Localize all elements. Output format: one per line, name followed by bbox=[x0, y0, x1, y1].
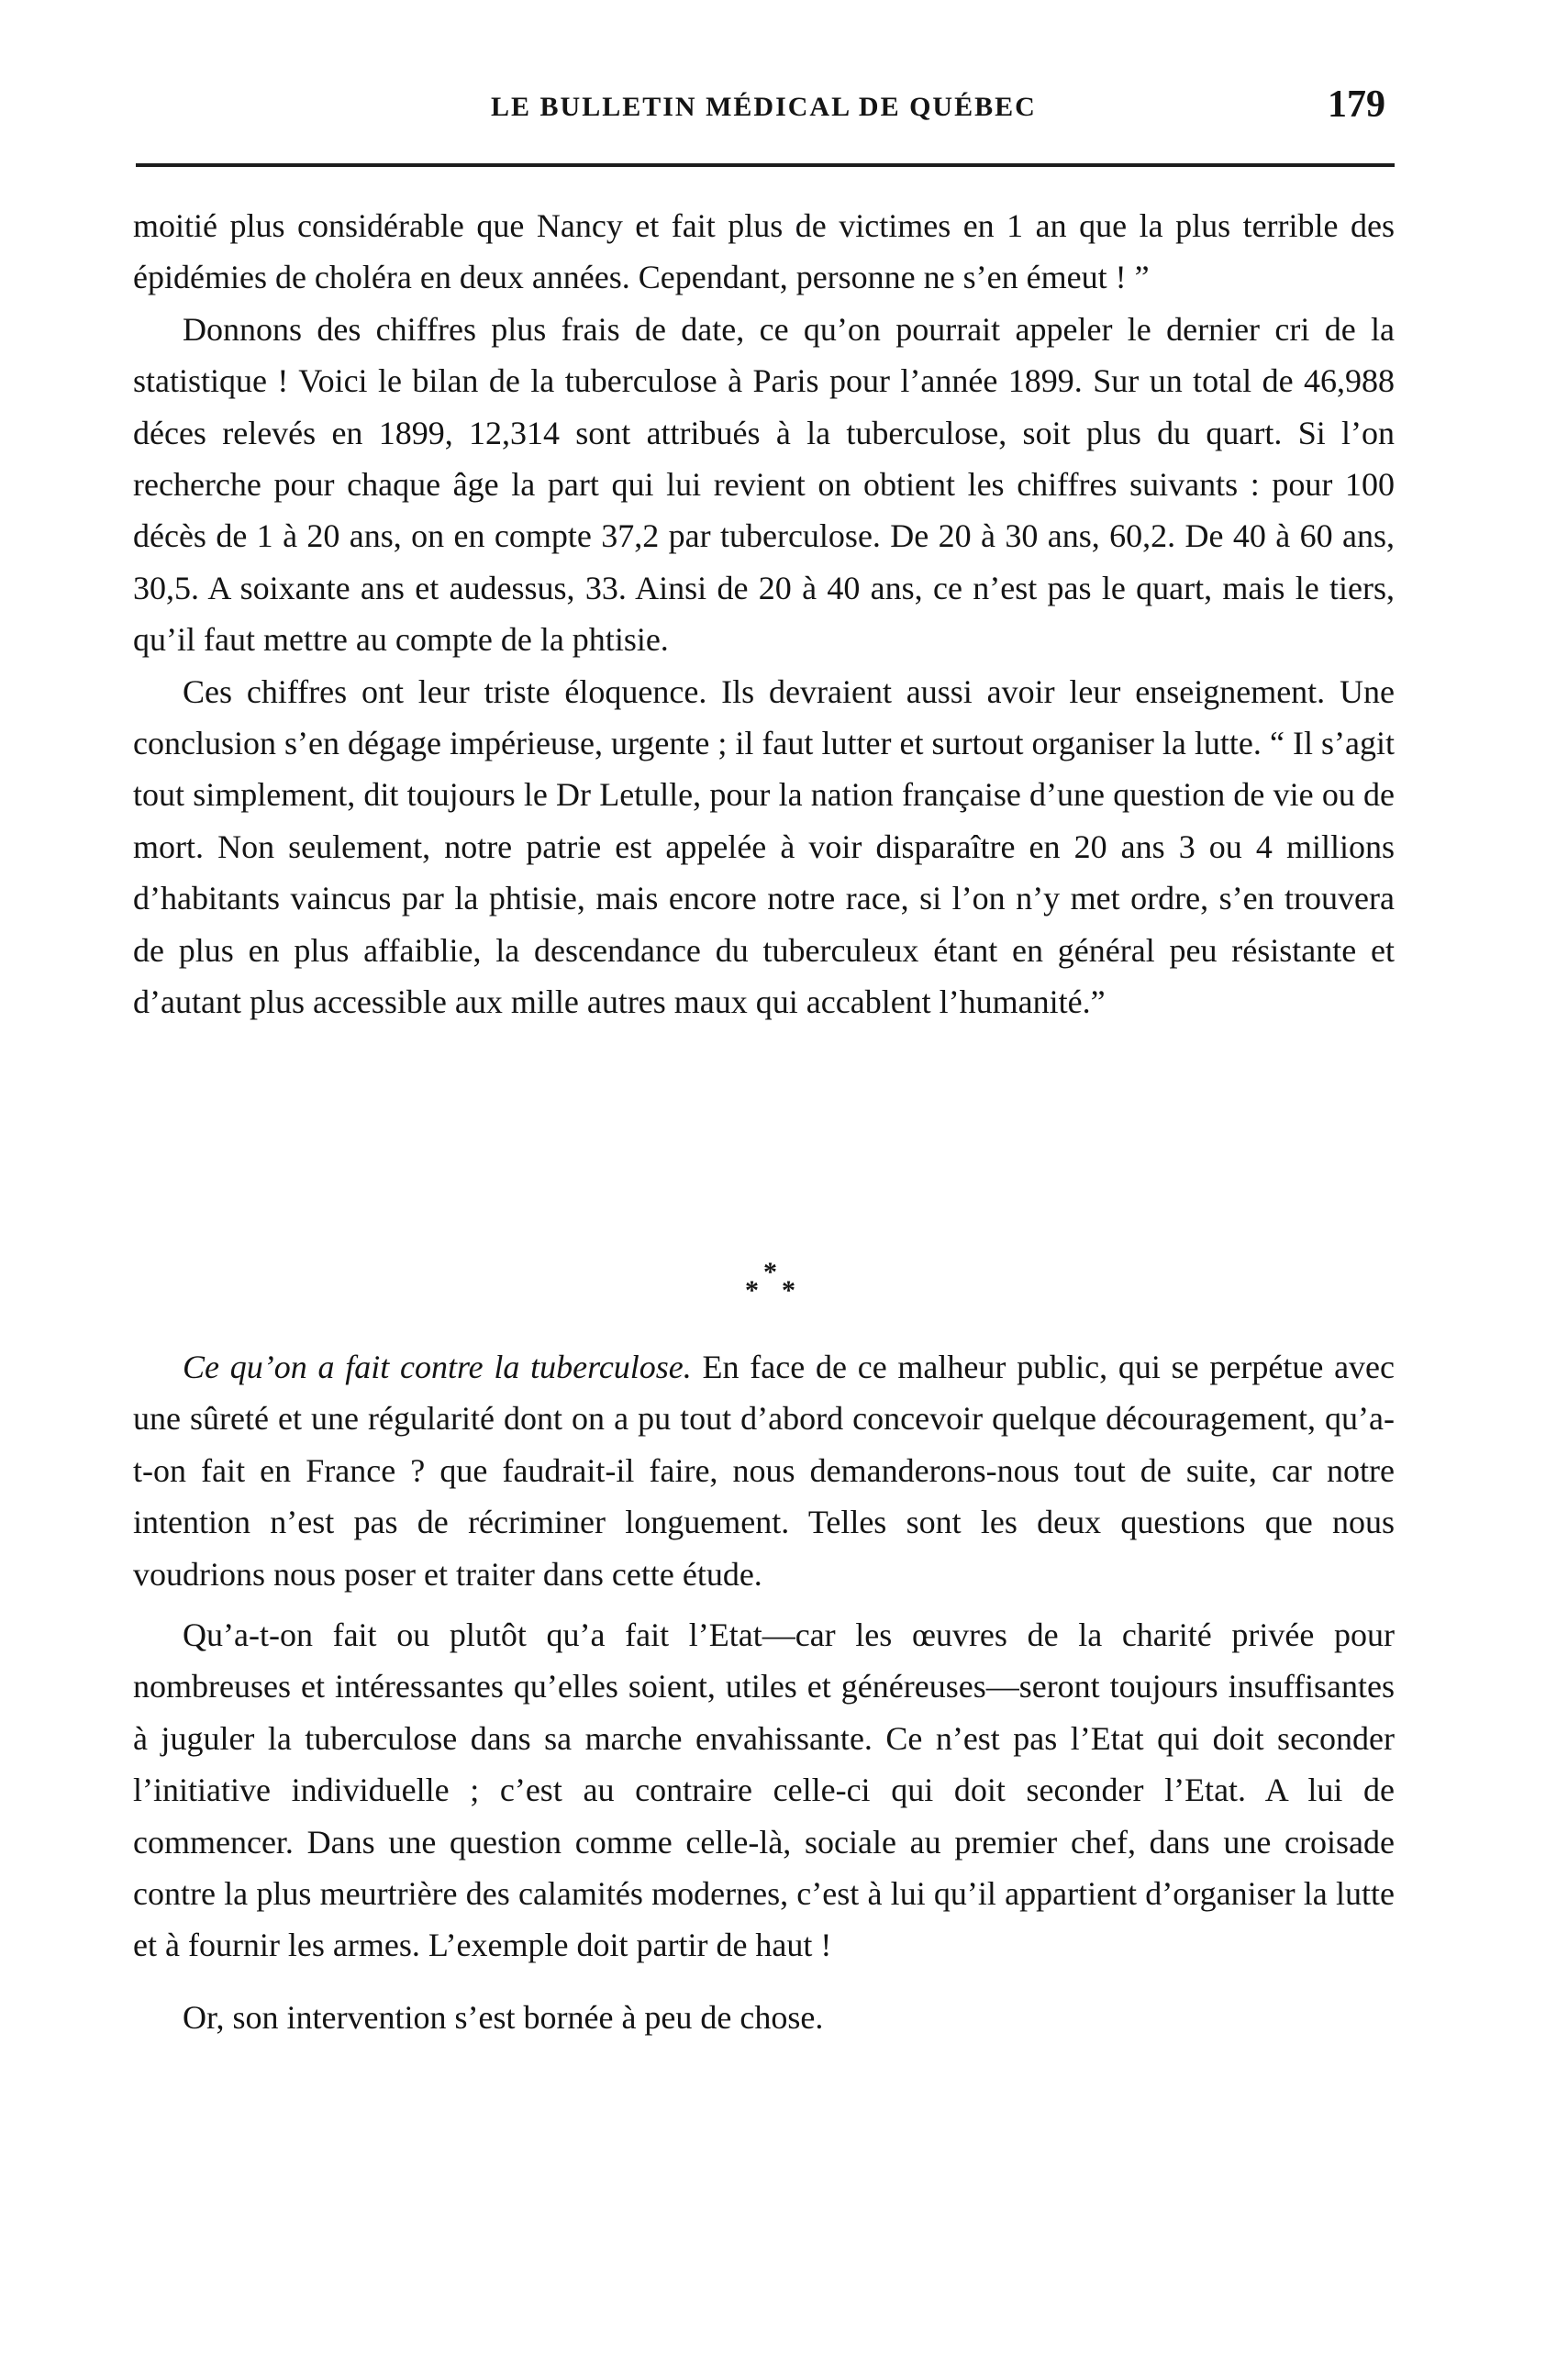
section-heading-italic: Ce qu’on a fait contre la tuberculose. bbox=[183, 1349, 692, 1385]
body-text bbox=[133, 200, 1395, 1028]
section-paragraph-conclusion: Or, son intervention s’est bornée à peu de chose. bbox=[183, 1998, 824, 2036]
page-number: 179 bbox=[1328, 83, 1385, 126]
paragraph-quote: Ces chiffres ont leur triste éloquence. Ils devraient aussi avoir leur enseignement. Une conclusion s’en dégage impérieuse, urgente ; il faut lutter et surtout organiser la lutte. “ Il s’agit tout simplement, dit toujours le Dr Letulle, pour la nation française d’une question de vie ou de mort. Non seulement, notre patrie est appelée à voir disparaître en 20 ans 3 ou 4 millions d’habitants vaincus par la phtisie, mais encore notre race, si l’on n’y met ordre, s’en trouvera de plus en plus affaiblie, la descendance du tuberculeux étant en général peu résistante et d’autant plus accessible aux mille autres maux qui accablent l’humanité.” bbox=[133, 672, 1395, 1021]
header-rule bbox=[136, 163, 1395, 167]
paragraph-continuation: moitié plus considérable que Nancy et fait plus de victimes en 1 an que la plus terrible des épidémies de choléra en deux années. Cependant, personne ne s’en émeut ! ” bbox=[133, 207, 1395, 296]
journal-title: LE BULLETIN MÉDICAL DE QUÉBEC bbox=[491, 92, 1037, 122]
asterism-star: * bbox=[763, 1257, 777, 1287]
asterism-separator bbox=[734, 1257, 807, 1312]
asterism-star: * bbox=[745, 1275, 759, 1305]
section-intro-text: En face de ce malheur public, qui se perpétue avec une sûreté et une régularité dont on a pu tout d’abord concevoir quelque découragement, qu’a-t-on fait en France ? que faudrait-il faire, nous demanderons-nous tout de suite, car notre intention n’est pas de récriminer longuement. Telles sont les deux questions que nous voudrions nous poser et traiter dans cette étude. bbox=[133, 1349, 1395, 1593]
section-paragraph-state: Qu’a-t-on fait ou plutôt qu’a fait l’Etat—car les œuvres de la charité privée pour nombreuses et intéressantes qu’elles soient, utiles et généreuses—seront toujours insuffisantes à juguler la tuberculose dans sa marche envahissante. Ce n’est pas l’Etat qui doit seconder l’initiative individuelle ; c’est au contraire celle-ci qui doit seconder l’Etat. A lui de commencer. Dans une question comme celle-là, sociale au premier chef, dans une croisade contre la plus meurtrière des calamités modernes, c’est à lui qu’il appartient d’organiser la lutte et à fournir les armes. L’exemple doit partir de haut ! bbox=[133, 1616, 1395, 1964]
section-text bbox=[133, 1341, 1395, 2043]
asterism-star: * bbox=[782, 1275, 795, 1305]
paragraph-statistics: Donnons des chiffres plus frais de date, ce qu’on pourrait appeler le dernier cri de la statistique ! Voici le bilan de la tuberculose à Paris pour l’année 1899. Sur un total de 46,988 déces relevés en 1899, 12,314 sont attribués à la tuberculose, soit plus du quart. Si l’on recherche pour chaque âge la part qui lui revient on obtient les chiffres suivants : pour 100 décès de 1 à 20 ans, on en compte 37,2 par tuberculose. De 20 à 30 ans, 60,2. De 40 à 60 ans, 30,5. A soixante ans et audessus, 33. Ainsi de 20 à 40 ans, ce n’est pas le quart, mais le tiers, qu’il faut mettre au compte de la phtisie. bbox=[133, 310, 1395, 659]
running-header bbox=[128, 83, 1404, 138]
section-paragraph-intro bbox=[133, 1341, 1395, 1600]
